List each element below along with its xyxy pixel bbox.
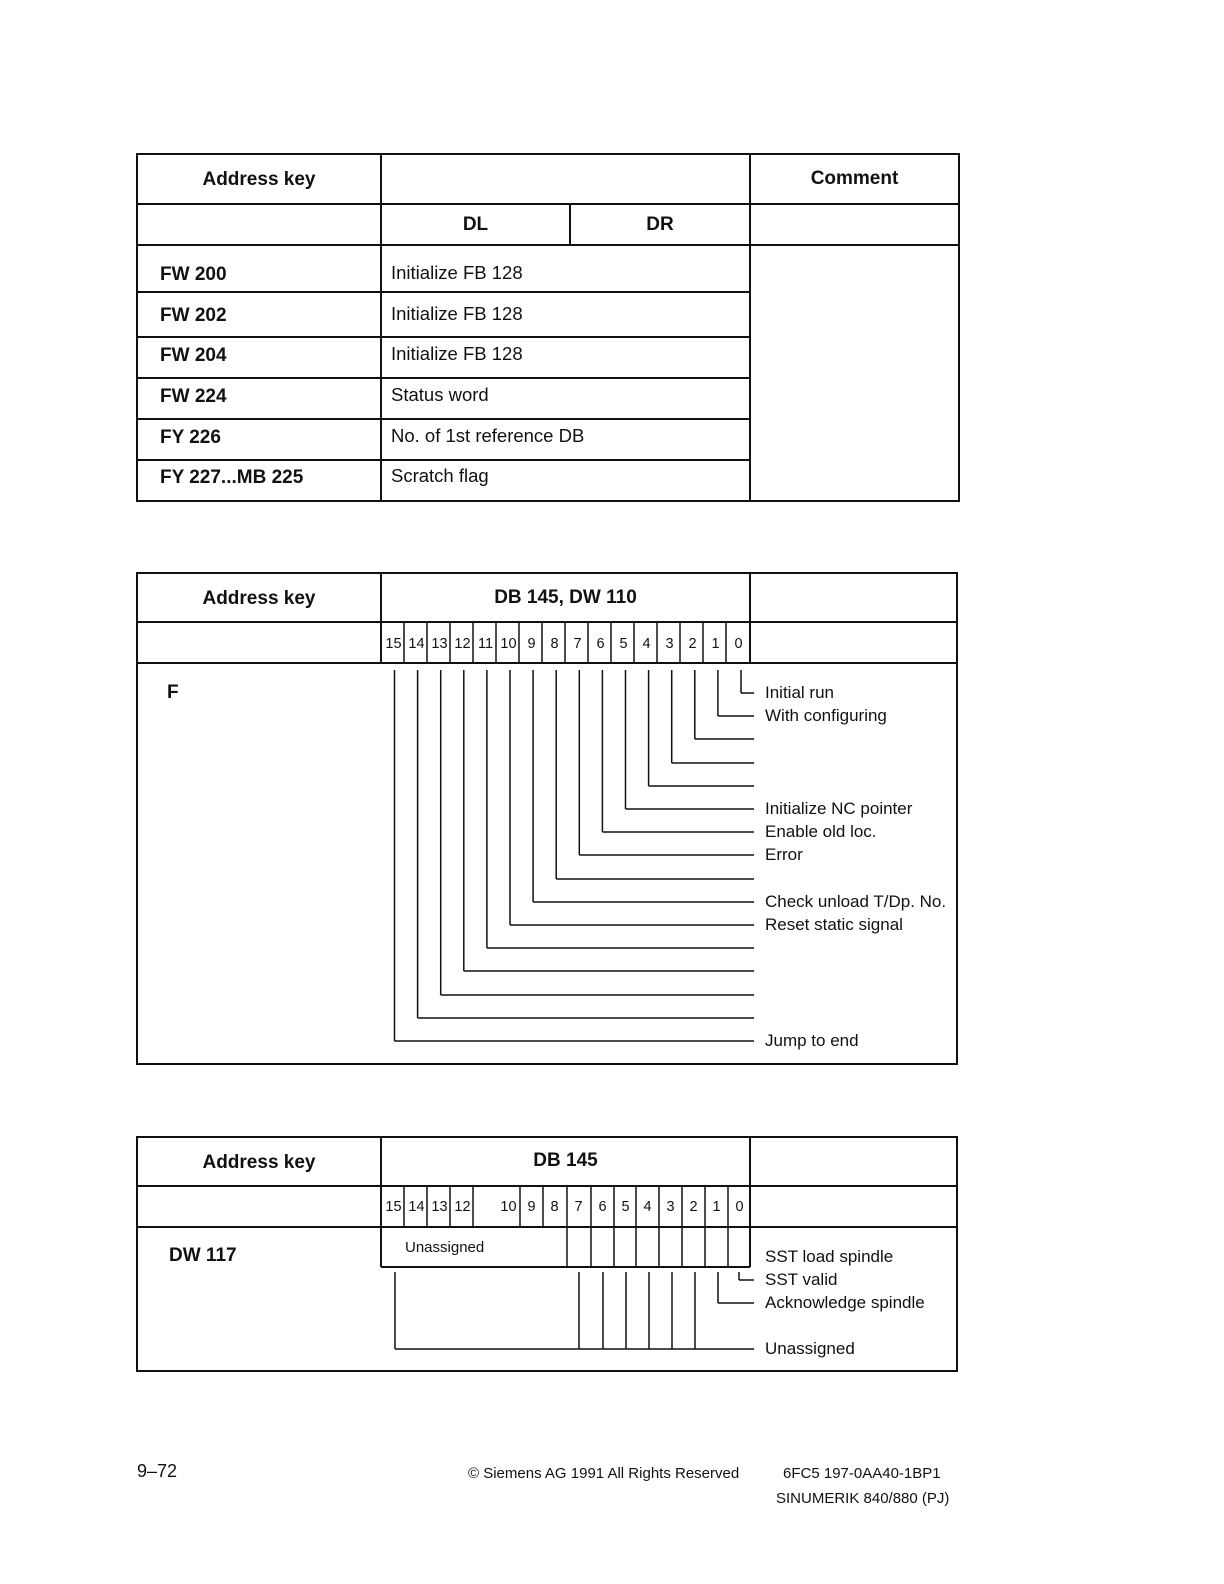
- table1-comment-header: Comment: [810, 168, 899, 189]
- bit-label-sst-valid: SST valid: [765, 1270, 838, 1289]
- bit-number: 14: [408, 1199, 425, 1215]
- table1-row-desc: Initialize FB 128: [391, 262, 523, 283]
- copyright: © Siemens AG 1991 All Rights Reserved: [468, 1465, 740, 1482]
- table2-db-header: DB 145, DW 110: [494, 587, 637, 608]
- bit-number: 1: [712, 1199, 721, 1215]
- bit-number: 4: [643, 1199, 652, 1215]
- table1-row-desc: Status word: [391, 384, 489, 405]
- order-number: 6FC5 197-0AA40-1BP1: [783, 1465, 941, 1482]
- table3-row-key: DW 117: [169, 1245, 237, 1266]
- bit-number: 12: [454, 636, 471, 652]
- bit-label-error: Error: [765, 845, 803, 864]
- table1-row-desc: Initialize FB 128: [391, 343, 523, 364]
- bit-number: 10: [500, 636, 517, 652]
- table2-row-key: F: [167, 682, 179, 703]
- table3-address-header: Address key: [202, 1152, 316, 1173]
- bit-number: 0: [735, 1199, 744, 1215]
- table1-row-key: FW 204: [160, 345, 227, 366]
- table1-row-key: FW 200: [160, 264, 227, 285]
- table1-row-key: FY 227...MB 225: [160, 467, 304, 488]
- bit-label-unassigned: Unassigned: [765, 1339, 855, 1358]
- bit-label-with-configuring: With configuring: [765, 706, 887, 725]
- table3-db-header: DB 145: [533, 1150, 598, 1171]
- bit-number: 3: [666, 1199, 675, 1215]
- table1-row-desc: Initialize FB 128: [391, 303, 523, 324]
- bit-number: 6: [596, 636, 605, 652]
- table1-row-desc: Scratch flag: [391, 465, 489, 486]
- bit-number: 9: [527, 636, 536, 652]
- table1-address-header: Address key: [202, 169, 316, 190]
- bit-number: 3: [665, 636, 674, 652]
- bit-number: 2: [689, 1199, 698, 1215]
- bit-label-acknowledge-spindle: Acknowledge spindle: [765, 1293, 925, 1312]
- unassigned-cell: Unassigned: [405, 1239, 485, 1256]
- table1-row-key: FW 202: [160, 305, 227, 326]
- table1-dl-header: DL: [462, 214, 489, 235]
- bit-number: 15: [385, 1199, 402, 1215]
- bit-number: 15: [385, 636, 402, 652]
- bit-number: 9: [527, 1199, 536, 1215]
- bit-number: 4: [642, 636, 651, 652]
- table1-row-key: FY 226: [160, 427, 221, 448]
- bit-label-enable-old-loc: Enable old loc.: [765, 822, 877, 841]
- bit-number: 8: [550, 1199, 559, 1215]
- bit-number: 2: [688, 636, 697, 652]
- product-name: SINUMERIK 840/880 (PJ): [776, 1490, 950, 1507]
- bit-number: 13: [431, 636, 448, 652]
- bit-number: 7: [574, 1199, 583, 1215]
- bit-label-sst-load-spindle: SST load spindle: [765, 1247, 894, 1266]
- bit-label-jump-to-end: Jump to end: [765, 1031, 859, 1050]
- bit-number: 10: [500, 1199, 517, 1215]
- bit-label-initial-run: Initial run: [765, 683, 834, 702]
- bit-number: 5: [619, 636, 628, 652]
- bit-number: 13: [431, 1199, 448, 1215]
- table1-row-desc: No. of 1st reference DB: [391, 425, 585, 446]
- bit-number: 6: [598, 1199, 607, 1215]
- bit-number: 12: [454, 1199, 471, 1215]
- bit-number: 1: [711, 636, 720, 652]
- table1-row-key: FW 224: [160, 386, 227, 407]
- bit-number: 7: [573, 636, 582, 652]
- table2-address-header: Address key: [202, 588, 316, 609]
- bit-number: 14: [408, 636, 425, 652]
- bit-number: 0: [734, 636, 743, 652]
- bit-label-reset-static-signal: Reset static signal: [765, 915, 903, 934]
- page-number: 9–72: [137, 1461, 178, 1481]
- table1-dr-header: DR: [646, 214, 674, 235]
- bit-number: 11: [477, 636, 494, 652]
- bit-number: 5: [621, 1199, 630, 1215]
- bit-number: 8: [550, 636, 559, 652]
- bit-label-initialize-nc-pointer: Initialize NC pointer: [765, 799, 913, 818]
- bit-label-check-unload: Check unload T/Dp. No.: [765, 892, 947, 911]
